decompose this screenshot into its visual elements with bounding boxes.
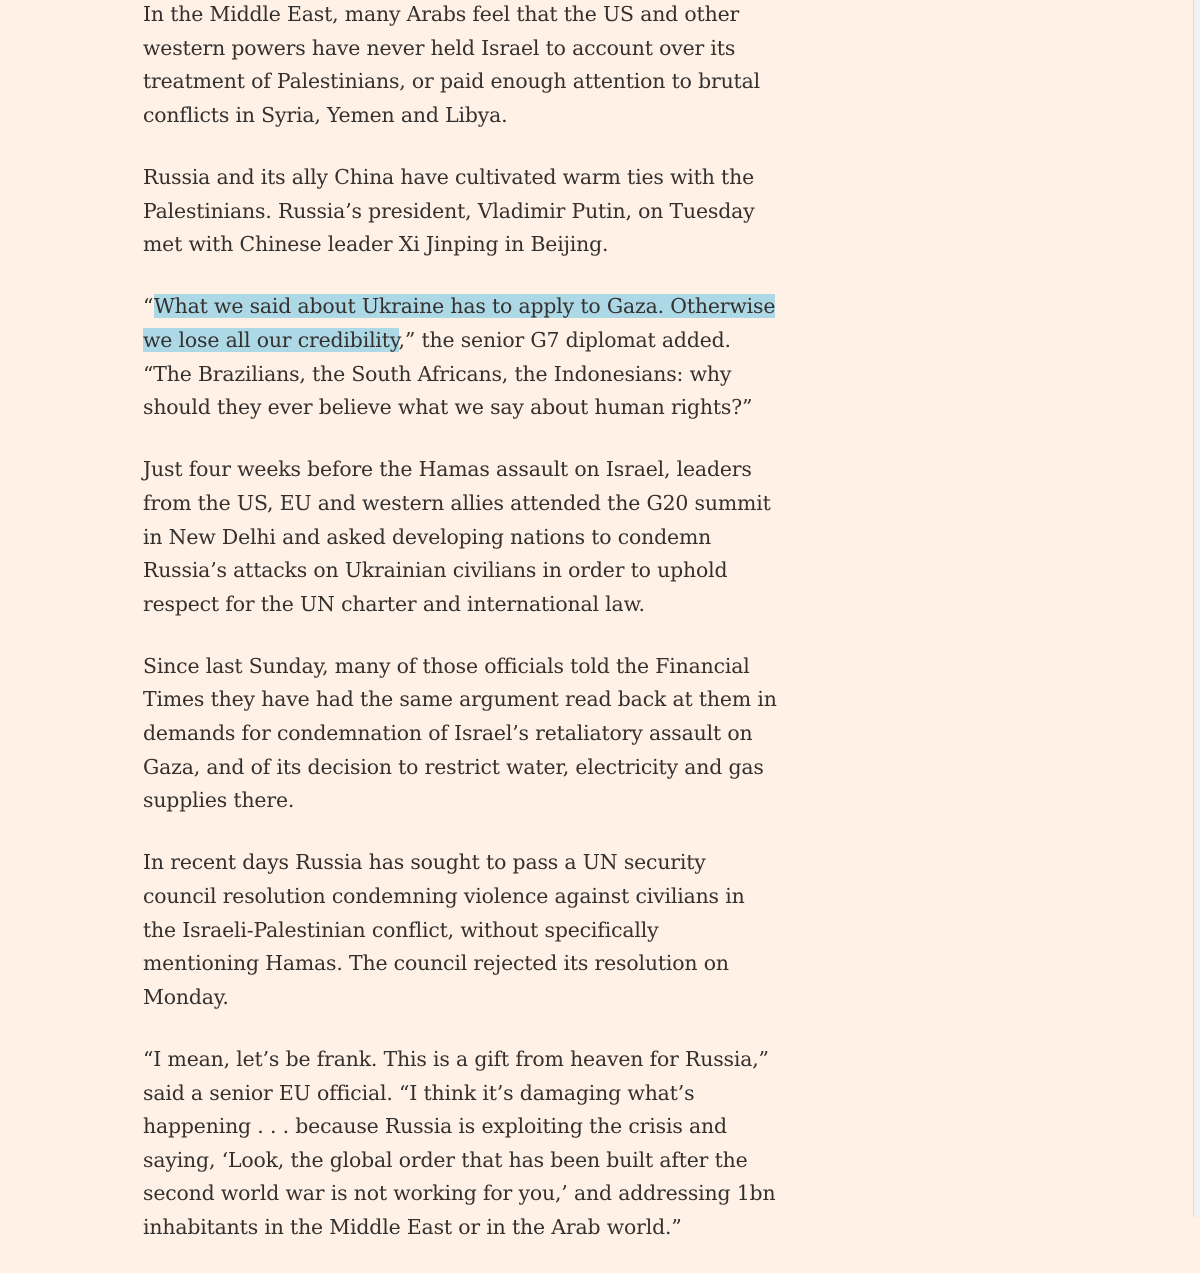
selected-text-highlight[interactable]: What we said about Ukraine has to apply to Gaza. Otherwise we lose all our credibility: [143, 294, 776, 352]
quote-continuation: ,” the senior G7 diplomat added. “The Brazilians, the South Africans, the Indonesians: why should they ever believe what we say about human rights?”: [143, 327, 753, 420]
paragraph-middle-east: In the Middle East, many Arabs feel that the US and other western powers have never held Israel to account over its treatment of Palestinians, or paid enough attention to brutal conflicts in Syria, Yemen and Libya.: [143, 2, 760, 127]
quote-open-mark: “: [143, 294, 154, 319]
paragraph-eu-official-quote: “I mean, let’s be frank. This is a gift from heaven for Russia,” said a senior EU official. “I think it’s damaging what’s happening . . . because Russia is exploiting the crisis and saying, ‘Look, the global order that has been built after the second world war is not working for you,’ and addressing 1bn inhabitants in the Middle East or in the Arab world.”: [143, 1047, 776, 1239]
paragraph-russia-china: Russia and its ally China have cultivated warm ties with the Palestinians. Russia’s president, Vladimir Putin, on Tuesday met with Chinese leader Xi Jinping in Beijing.: [143, 164, 755, 257]
paragraph-officials: Since last Sunday, many of those officials told the Financial Times they have had the same argument read back at them in demands for condemnation of Israel’s retaliatory assault on Gaza, and of its decision to restrict water, electricity and gas supplies there.: [143, 653, 777, 813]
paragraph-un-resolution: In recent days Russia has sought to pass a UN security council resolution condemning violence against civilians in the Israeli-Palestinian conflict, without specifically mentioning Hamas. The council rejected its resolution on Monday.: [143, 850, 745, 1009]
article-body: [143, 0, 778, 1273]
paragraph-g7-quote: [143, 290, 778, 424]
page-scrollbar[interactable]: [1193, 0, 1200, 1217]
paragraph-g20-summit: Just four weeks before the Hamas assault on Israel, leaders from the US, EU and western allies attended the G20 summit in New Delhi and asked developing nations to condemn Russia’s attacks on Ukrainian civilians in order to uphold respect for the UN charter and international law.: [143, 457, 771, 616]
